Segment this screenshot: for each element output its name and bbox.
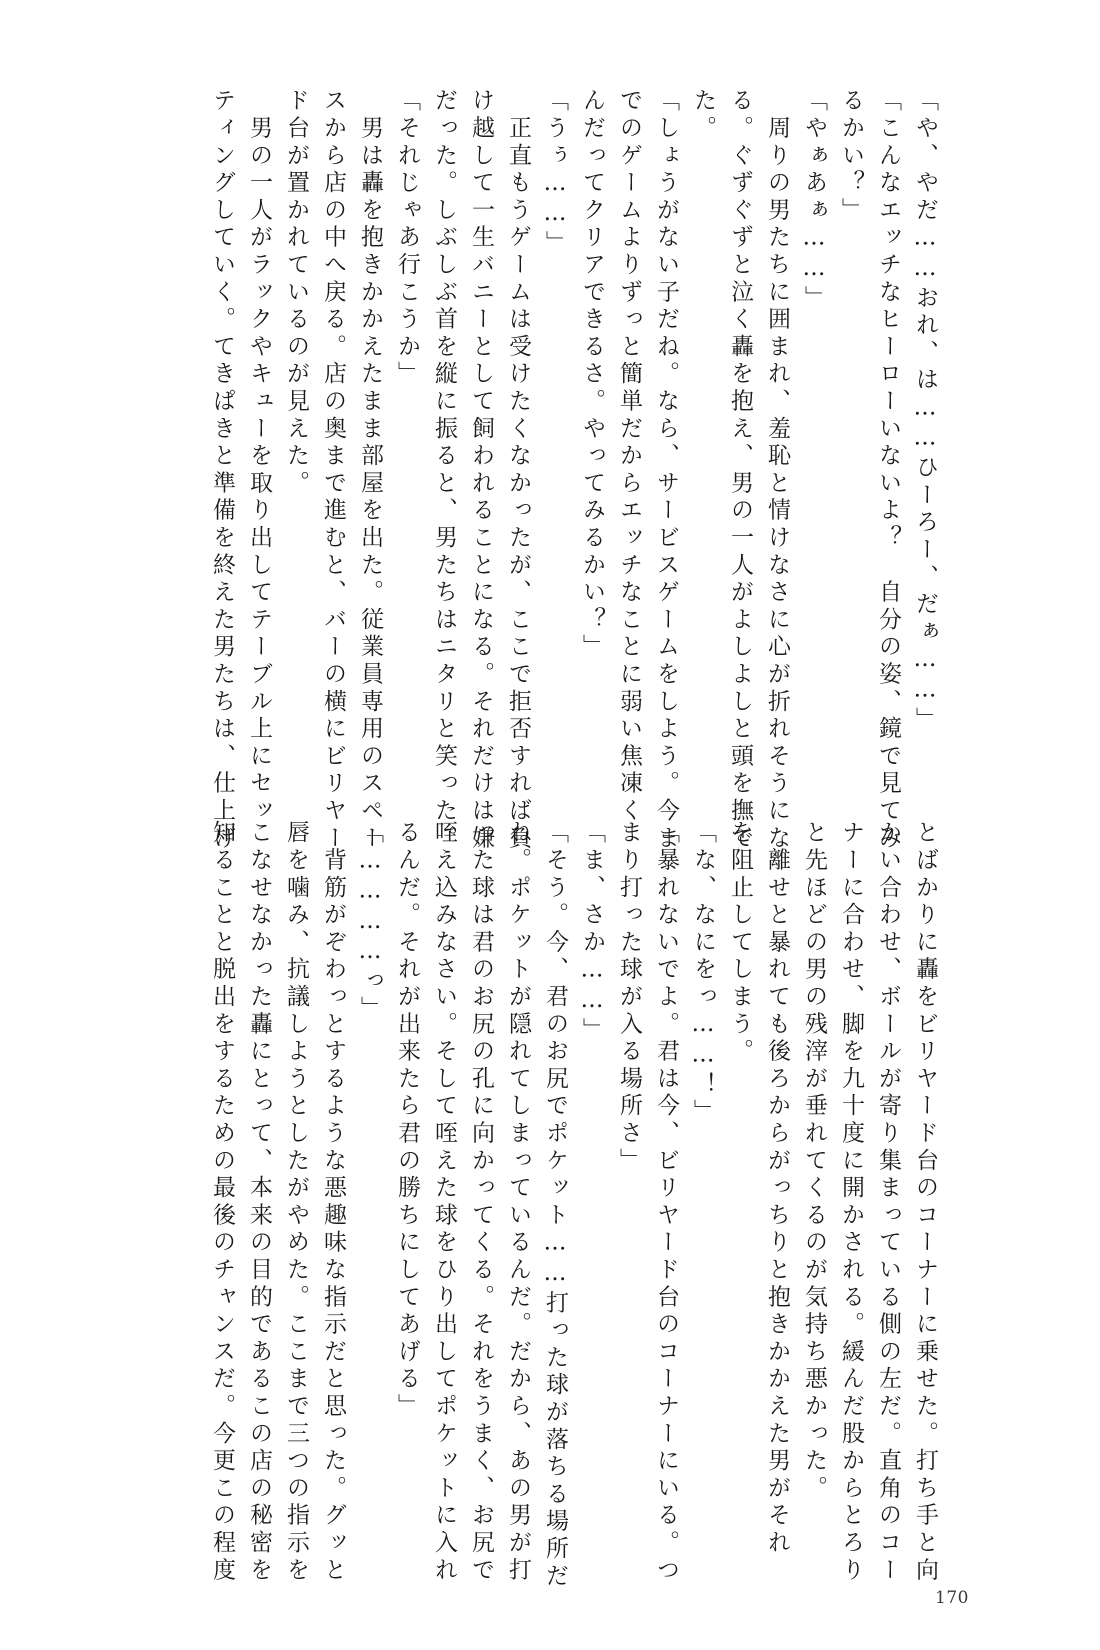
page-number: 170 <box>935 1588 969 1608</box>
text-line: 知ることと脱出をするための最後のチャンスだ。今更この程度 <box>209 820 235 1585</box>
text-line: 唇を噛み、抗議しようとしたがやめた。ここまで三つの指示を <box>283 820 309 1585</box>
text-line: た。 <box>690 88 716 143</box>
text-line: 「うぅ……」 <box>542 88 568 258</box>
text-line: とばかりに轟をビリヤード台のコーナーに乗せた。打ち手と向 <box>912 820 938 1585</box>
text-line: 正直もうゲームは受けたくなかったが、ここで拒否すれば負 <box>505 88 531 853</box>
text-line: スから店の中へ戻る。店の奥まで進むと、バーの横にビリヤー <box>320 88 346 853</box>
text-line: 「や、やだ……おれ、は……ひーろー、だぁ……」 <box>912 88 938 734</box>
text-line: 背筋がぞわっとするような悪趣味な指示だと思った。グッと <box>320 820 346 1585</box>
text-line: るかい？」 <box>838 88 864 225</box>
text-line: かい合わせ、ボールが寄り集まっている側の左だ。直角のコー <box>875 820 901 1585</box>
text-line: こなせなかった轟にとって、本来の目的であるこの店の秘密を <box>246 820 272 1585</box>
text-line: ティングしていく。てきぱきと準備を終えた男たちは、仕上げ <box>209 88 235 853</box>
text-block-bottom <box>0 820 1100 1600</box>
text-line: 「…………っ」 <box>357 820 383 1024</box>
text-line: るんだ。それが出来たら君の勝ちにしてあげる」 <box>394 820 420 1421</box>
text-line: だった。しぶしぶ首を縦に振ると、男たちはニタリと笑った。 <box>431 88 457 853</box>
text-line: ド台が置かれているのが見えた。 <box>283 88 309 498</box>
text-line: と先ほどの男の残滓が垂れてくるのが気持ち悪かった。 <box>801 820 827 1503</box>
text-line: 男は轟を抱きかかえたまま部屋を出た。従業員専用のスペー <box>357 88 383 853</box>
text-line: 「ま、さか……」 <box>579 820 605 1045</box>
text-line: 「こんなエッチなヒーローいないよ？ 自分の姿、鏡で見てみ <box>875 88 901 853</box>
text-line: んだってクリアできるさ。やってみるかい？」 <box>579 88 605 662</box>
text-line: った球は君のお尻の孔に向かってくる。それをうまく、お尻で <box>468 820 494 1585</box>
text-line: 「しょうがない子だね。なら、サービスゲームをしよう。今ま <box>653 88 679 853</box>
text-line: 男の一人がラックやキューを取り出してテーブル上にセッ <box>246 88 272 826</box>
text-line: まり打った球が入る場所さ」 <box>616 820 642 1175</box>
text-line: 「それじゃあ行こうか」 <box>394 88 420 389</box>
text-line: 周りの男たちに囲まれ、羞恥と情けなさに心が折れそうにな <box>764 88 790 853</box>
text-line: でのゲームよりずっと簡単だからエッチなことに弱い焦凍く <box>616 88 642 826</box>
text-line: る。ぐずぐずと泣く轟を抱え、男の一人がよしよしと頭を撫で <box>727 88 753 853</box>
text-line: ナーに合わせ、脚を九十度に開かされる。緩んだ股からとろり <box>838 820 864 1585</box>
text-line: 「な、なにをっ……！」 <box>690 820 716 1127</box>
text-line: 「暴れないでよ。君は今、ビリヤード台のコーナーにいる。つ <box>653 820 679 1585</box>
text-line: 「やぁあぁ……」 <box>801 88 827 313</box>
text-line: け越して一生バニーとして飼われることになる。それだけは嫌 <box>468 88 494 853</box>
text-line: 「そう。今、君のお尻でポケット……打った球が落ちる場所だ <box>542 820 568 1591</box>
text-line: 離せと暴れても後ろからがっちりと抱きかかえた男がそれ <box>764 820 790 1558</box>
text-line: ね。ポケットが隠れてしまっているんだ。だから、あの男が打 <box>505 820 531 1585</box>
text-line: を阻止してしまう。 <box>727 820 753 1066</box>
text-line: 咥え込みなさい。そして咥えた球をひり出してポケットに入れ <box>431 820 457 1585</box>
